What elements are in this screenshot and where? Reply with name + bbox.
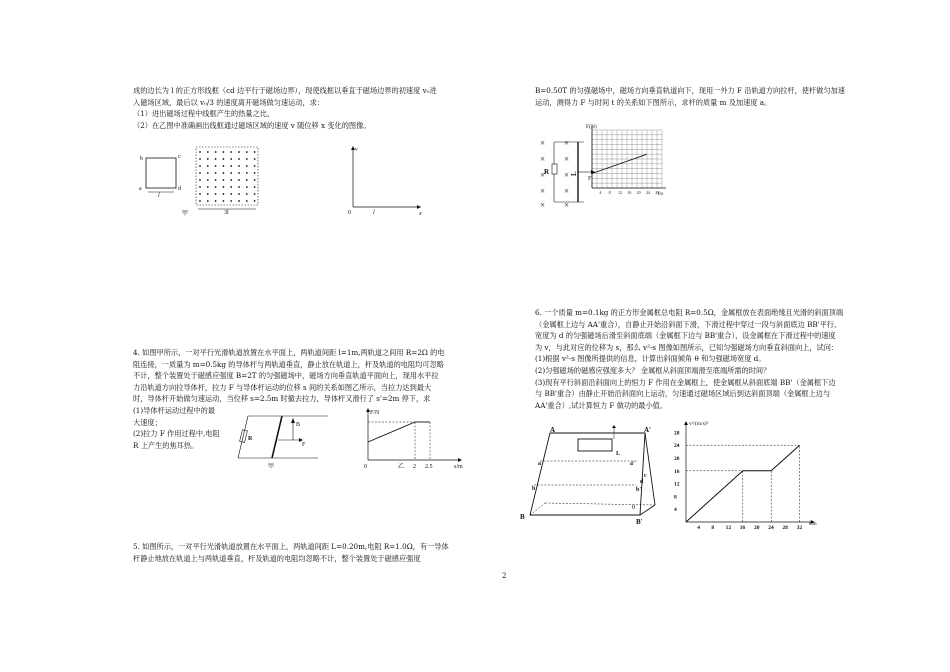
y-tick-label: 4: [674, 507, 677, 514]
field-x-mark: ×: [564, 200, 570, 210]
y-tick-label: 12: [674, 481, 680, 488]
axis-t-label: t/s: [658, 191, 664, 197]
axis-v-label: v: [355, 147, 358, 153]
tick-2: 2: [413, 464, 416, 470]
text-line: 杆静止地放在轨道上与两轨道垂直，杆及轨道的电阻均忽略不计，整个装置处于磁感应强度: [133, 553, 421, 563]
problem-5-text: [133, 541, 449, 564]
axis-x-label: x: [419, 211, 422, 217]
label-a: a: [538, 461, 541, 467]
text-line: 运动，测得力 F 与时间 t 的关系如下图所示，求杆的质量 m 及加速度 a。: [535, 97, 772, 107]
x-tick-label: 4: [697, 525, 700, 531]
text-line: 宽度为 d 的匀强磁场后滑至斜面底端（金属框下边与 BB'重合），设金属框在下滑过程中的速度: [535, 331, 836, 341]
field-dot: [246, 151, 248, 153]
field-dot: [246, 165, 248, 167]
tick-l: l: [373, 210, 375, 216]
field-dot: [199, 172, 201, 174]
label-3l: 3l: [224, 210, 229, 216]
x-tick-label: 8: [711, 525, 715, 531]
label-A: A: [550, 426, 556, 434]
field-dot: [207, 165, 209, 167]
field-x-mark: ×: [540, 138, 546, 148]
field-dot: [215, 200, 217, 202]
field-dot: [246, 179, 248, 181]
y-tick-label: 16: [674, 468, 680, 475]
figure-magnetic-field: [182, 145, 270, 217]
x-tick-label: 32: [796, 525, 803, 531]
field-dot: [238, 179, 240, 181]
field-dot: [254, 172, 256, 174]
field-dot: [223, 158, 225, 160]
y-tick-label: 28: [674, 430, 680, 437]
field-dot: [207, 179, 209, 181]
x-tick-label: 8: [608, 190, 611, 195]
label-R: R: [248, 436, 253, 442]
field-dot: [254, 165, 256, 167]
field-dot: [238, 172, 240, 174]
field-dot: [238, 200, 240, 202]
label-B: B: [520, 513, 525, 521]
x-tick-label: 12: [725, 525, 732, 531]
field-dot: [215, 186, 217, 188]
label-B-prime: B': [636, 518, 643, 526]
field-dot: [238, 165, 240, 167]
label-d: d: [640, 479, 644, 485]
problem-4-questions: [133, 405, 220, 451]
label-b-prime: b': [636, 487, 642, 493]
field-dot: [207, 186, 209, 188]
field-dot: [254, 200, 256, 202]
field-dot: [246, 200, 248, 202]
label-B: B: [296, 422, 301, 428]
text-line: 入磁场区域，最后以 v₀/3 的速度离开磁场做匀速运动，求：: [133, 97, 325, 107]
field-dot: [230, 179, 232, 181]
field-x-mark: ×: [564, 170, 570, 180]
text-line: 大速度；: [133, 417, 162, 427]
label-F: F: [588, 176, 592, 182]
text-line: 5. 如图所示，一对平行光滑轨道放置在水平面上，两轨道间距 L=0.20m,电阻 R=1.0Ω，有一导体: [133, 542, 449, 551]
field-dot: [246, 186, 248, 188]
text-line: 与 BB'重合）由静止开始沿斜面向上运动，匀速通过磁场区域后到达斜面顶端（金属框上边与: [535, 389, 831, 399]
axis-F-label: F/N: [370, 410, 380, 416]
label-c: c: [178, 154, 181, 160]
field-dot: [207, 172, 209, 174]
y-tick-label: 24: [674, 443, 680, 450]
label-jia: 甲: [182, 211, 189, 217]
field-dot: [230, 186, 232, 188]
field-x-mark: ×: [540, 186, 546, 196]
field-dot: [223, 165, 225, 167]
field-x-mark: ×: [564, 186, 570, 196]
text-line: R 上产生的焦耳热。: [133, 440, 199, 450]
text-line: 力沿轨道方向拉导体杆，拉力 F 与导体杆运动的位移 s 间的关系如图乙所示，当拉力达到最大: [133, 382, 432, 392]
figure-vx-axes: [345, 145, 425, 215]
field-dot: [215, 172, 217, 174]
y-tick-label: 8: [674, 494, 677, 501]
y-axis-arrow: [684, 421, 688, 425]
text-line: 不计，整个装置处于磁感应强度 B=2T 的匀强磁场中，磁场方向垂直轨道平面向上，现用水平拉: [133, 371, 439, 381]
x-tick-label: 20: [754, 525, 760, 531]
text-line: (1)根据 v²-s 图像所提供的信息，计算出斜面倾角 θ 和匀强磁场宽度 d。: [535, 354, 766, 364]
text-line: (2)匀强磁场的磁感应强度多大？ 金属框从斜面顶端滑至底端所需的时间？: [535, 365, 771, 375]
field-dot: [199, 151, 201, 153]
text-line: 为 v，与此对应的位移为 s，那么 v²-s 图像如图所示，已知匀强磁场方向垂直斜面向上，试问：: [535, 342, 839, 352]
problem-3-text: [133, 85, 437, 131]
figure-rails-jia: [238, 410, 338, 470]
field-dot: [254, 179, 256, 181]
label-jia: 甲: [268, 464, 275, 470]
label-A-prime: A': [644, 426, 651, 434]
field-x-mark: ×: [564, 138, 570, 148]
field-dot: [215, 179, 217, 181]
label-yi: 乙: [398, 464, 405, 470]
field-x-mark: ×: [540, 154, 546, 164]
text-line: AA'重合）,试计算恒力 F 做功的最小值。: [535, 400, 668, 410]
tick-0: 0: [364, 464, 367, 470]
field-dot: [254, 193, 256, 195]
figure-v2s-graph: [672, 420, 832, 532]
field-x-mark: ×: [540, 170, 546, 180]
text-line: （1）进出磁场过程中线框产生的热量之比，: [133, 109, 275, 119]
label-c: c: [644, 473, 647, 479]
text-line: 6. 一个质量 m=0.1kg 的正方形金属框总电阻 R=0.5Ω，金属框放在表面绝缘且光滑的斜面顶端: [535, 308, 844, 317]
text-line: (3)现有平行斜面沿斜面向上的恒力 F 作用在金属框上，使金属框从斜面底端 BB'（金属框下边: [535, 377, 836, 387]
label-theta: θ: [632, 505, 635, 511]
label-R: R: [544, 168, 550, 176]
field-dot: [246, 158, 248, 160]
field-dot: [254, 186, 256, 188]
text-line: 阻连接，一质量为 m=0.5kg 的导体杆与两轨道垂直，静止放在轨道上，杆及轨道的电阻均可忽略: [133, 359, 444, 369]
text-line: 成的边长为 l 的正方形线框（cd 边平行于磁场边界），现使线框以垂直于磁场边界的初速度 v₀进: [133, 86, 437, 95]
x-axis-label: s/m: [808, 521, 817, 527]
figure-square-frame: [136, 150, 186, 200]
x-tick-label: 12: [618, 190, 622, 195]
field-dot: [207, 193, 209, 195]
field-dot: [230, 165, 232, 167]
label-a: a: [139, 186, 142, 192]
field-dot: [230, 172, 232, 174]
x-tick-label: 20: [636, 190, 641, 195]
label-F: F: [302, 442, 306, 448]
field-dot: [199, 158, 201, 160]
axis-F-label: F(N): [586, 124, 597, 130]
field-dot: [223, 186, 225, 188]
text-line: （金属框上边与 AA'重合），自静止开始沿斜面下滑，下滑过程中穿过一段与斜面底边 BB'平行、: [535, 319, 842, 329]
field-dot: [230, 158, 232, 160]
field-dot: [215, 165, 217, 167]
axis-s-label: s/m: [454, 464, 463, 470]
field-dot: [215, 193, 217, 195]
field-dot: [254, 158, 256, 160]
field-dot: [215, 151, 217, 153]
x-tick-label: 24: [768, 525, 774, 531]
field-dot: [230, 151, 232, 153]
field-dot: [199, 193, 201, 195]
label-b: b: [532, 486, 536, 492]
label-b: b: [140, 156, 143, 162]
field-dot: [223, 193, 225, 195]
field-dot: [215, 158, 217, 160]
text-line: (1)导体杆运动过程中的最: [133, 406, 216, 415]
field-dot: [230, 200, 232, 202]
field-dot: [223, 151, 225, 153]
text-line: 时，导体杆开始做匀速运动，当位移 s=2.5m 时撤去拉力，导体杆又滑行了 s'=2m 停下，求: [133, 394, 431, 404]
problem-4-text: [133, 347, 445, 405]
label-L: L: [616, 451, 621, 457]
text-line: （2）在乙图中准确画出线框通过磁场区域的速度 v 随位移 x 变化的图像。: [133, 120, 371, 130]
field-dot: [199, 186, 201, 188]
label-a-prime: a': [630, 461, 635, 467]
x-tick-label: 28: [655, 190, 660, 195]
field-dot: [238, 151, 240, 153]
text-line: 4. 如图甲所示，一对平行光滑轨道放置在水平面上，两轨道间距 l=1m,两轨道之间用 R=2Ω 的电: [133, 348, 445, 357]
figure-ft-graph: [580, 122, 670, 202]
field-dot: [199, 165, 201, 167]
x-tick-label: 24: [646, 190, 650, 195]
problem-6-text: [535, 307, 843, 411]
figure-fs-graph: [360, 408, 470, 470]
label-L: L: [570, 171, 578, 176]
x-tick-label: 4: [599, 190, 602, 195]
problem-5-continued: [535, 85, 845, 108]
field-dot: [207, 151, 209, 153]
field-dot: [246, 172, 248, 174]
field-dot: [199, 179, 201, 181]
x-tick-label: 16: [739, 525, 746, 531]
field-dot: [230, 193, 232, 195]
field-dot: [223, 200, 225, 202]
x-tick-label: 16: [627, 190, 632, 195]
figure-incline: [520, 425, 660, 530]
label-l: l: [158, 193, 160, 199]
field-dot: [207, 200, 209, 202]
text-line: B=0.50T 的匀强磁场中，磁场方向垂直轨道向下，现用一外力 F 沿轨道方向拉杆，使杆做匀加速: [535, 86, 845, 95]
label-d: d: [178, 186, 181, 192]
field-dot: [223, 172, 225, 174]
field-dot: [238, 193, 240, 195]
tick-2-5: 2.5: [425, 464, 433, 470]
field-dot: [246, 193, 248, 195]
field-dot: [254, 151, 256, 153]
y-tick-label: 20: [674, 456, 680, 462]
field-dot: [223, 179, 225, 181]
field-dot: [238, 186, 240, 188]
y-axis-label: v²/(m/s)²: [689, 421, 709, 427]
field-x-mark: ×: [540, 200, 546, 210]
text-line: (2)拉力 F 作用过程中,电阻: [133, 429, 220, 439]
page-number: 2: [502, 572, 507, 580]
field-dot: [207, 158, 209, 160]
field-dot: [238, 158, 240, 160]
field-x-mark: ×: [564, 154, 570, 164]
field-dot: [199, 200, 201, 202]
x-tick-label: 28: [782, 525, 788, 531]
origin-label: 0: [348, 210, 351, 216]
